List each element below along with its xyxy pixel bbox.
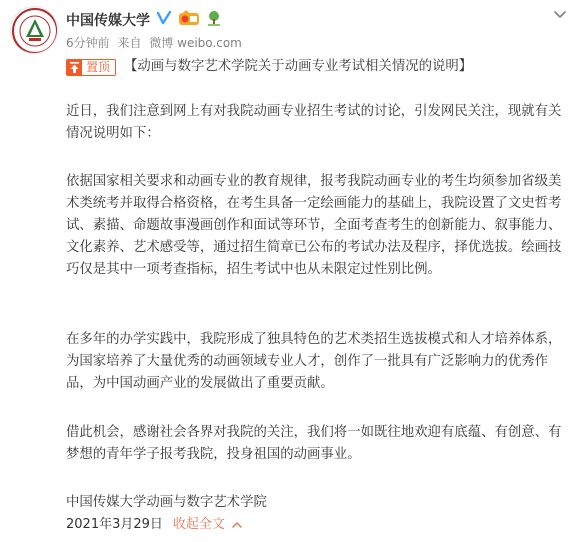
collapse-label: 收起全文 bbox=[172, 517, 225, 532]
post-title: 【动画与数字艺术学院关于动画专业考试相关情况的说明】 bbox=[124, 59, 473, 74]
paragraph-achievements: 在多年的办学实践中，我院形成了独具特色的艺术类招生选拔模式和人才培养体系，为国家培养了大量优秀的动画领域专业人才，创作了一批具有广泛影响力的优秀作品，为中国动画产业的发展做出了重要贡献。 bbox=[66, 332, 562, 391]
collapse-button[interactable] bbox=[173, 514, 243, 536]
post-meta bbox=[66, 6, 246, 56]
post-source[interactable]: 微博 weibo.com bbox=[149, 36, 242, 50]
pinned-label: 置顶 bbox=[86, 59, 111, 74]
name-row bbox=[66, 10, 246, 30]
post-sub-info bbox=[66, 34, 246, 51]
date-row bbox=[66, 514, 243, 536]
more-chevron-icon[interactable] bbox=[552, 6, 568, 22]
post-header bbox=[10, 6, 246, 56]
collapse-up-icon bbox=[231, 519, 243, 531]
source-prefix: 来自 bbox=[117, 36, 142, 50]
account-name[interactable]: 中国传媒大学 bbox=[66, 13, 150, 29]
pinned-title-line bbox=[66, 58, 566, 76]
avatar-seal-icon bbox=[11, 7, 58, 54]
pinned-badge bbox=[66, 59, 116, 76]
avatar[interactable] bbox=[10, 6, 58, 54]
paragraph-requirements: 依据国家相关要求和动画专业的教育规律，报考我院动画专业的考生均须参加省级美术类统考并取得合格资格，在考生具备一定绘画能力的基础上，我院设置了文史哲考试、素描、命题故事漫画创作和面试等环节，全面考查考生的创新能力、叙事能力、文化素养、艺术感受等，通过招生简章已公布的考试办法及程序，择优选拔。绘画技巧仅是其中一项考查指标，招生考试中也从未限定过性别比例。 bbox=[66, 174, 562, 277]
post-date: 2021年3月29日 bbox=[66, 517, 163, 532]
signature: 中国传媒大学动画与数字艺术学院 bbox=[66, 495, 267, 510]
post-content bbox=[66, 58, 566, 532]
gold-badge-icon bbox=[178, 10, 200, 30]
paragraph-intro: 近日，我们注意到网上有对我院动画专业招生考试的讨论，引发网民关注，现就有关情况说明如下： bbox=[66, 104, 562, 141]
pin-icon bbox=[67, 60, 82, 75]
verified-icon bbox=[156, 10, 172, 30]
post-time[interactable]: 6分钟前 bbox=[66, 36, 110, 50]
paragraph-thanks: 借此机会，感谢社会各界对我院的关注，我们将一如既往地欢迎有底蕴、有创意、有梦想的青年学子报考我院，投身祖国的动画事业。 bbox=[66, 425, 562, 462]
tree-badge-icon bbox=[206, 10, 222, 30]
